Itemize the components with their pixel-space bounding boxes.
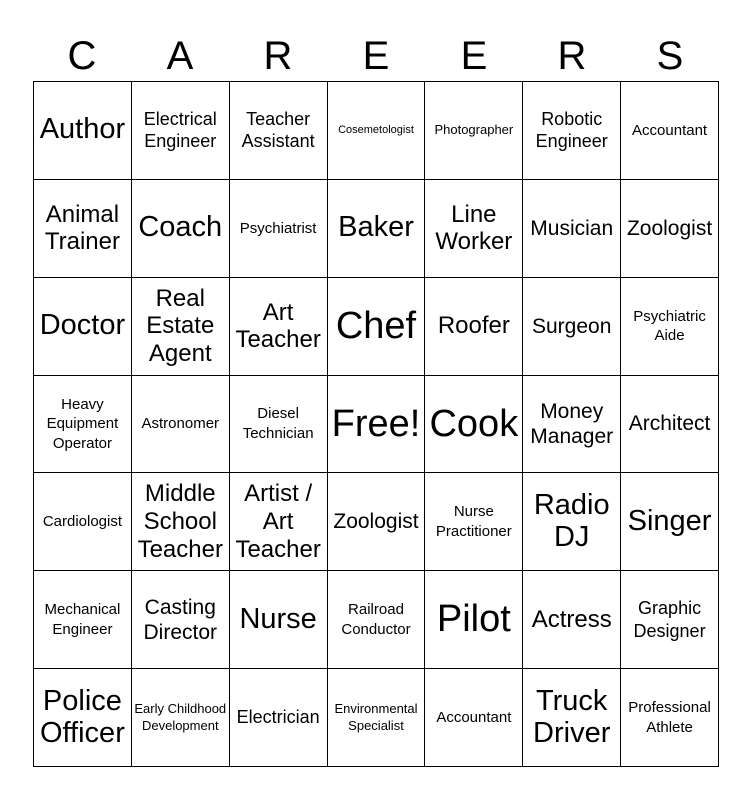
cell-label: Author [39, 113, 126, 146]
cell-label: Architect [628, 412, 711, 436]
bingo-cell[interactable] [621, 571, 719, 669]
free-space[interactable] [328, 376, 426, 474]
bingo-header [33, 30, 719, 82]
cell-label: Nurse [239, 602, 317, 635]
bingo-cell[interactable] [425, 180, 523, 278]
cell-label: Nurse Practitioner [435, 503, 512, 540]
bingo-cell[interactable] [230, 180, 328, 278]
bingo-cell[interactable] [230, 571, 328, 669]
bingo-cell[interactable] [621, 376, 719, 474]
cell-label: Real Estate Agent [146, 284, 215, 367]
cell-label: Railroad Conductor [341, 601, 411, 638]
bingo-cell[interactable] [425, 278, 523, 376]
cell-label: Art Teacher [235, 298, 321, 354]
cell-label: Cosemetologist [338, 123, 414, 136]
cell-label: Line Worker [435, 200, 513, 256]
header-letter-s: S [656, 34, 684, 78]
cell-label: Teacher Assistant [241, 108, 315, 152]
bingo-cell[interactable] [523, 82, 621, 180]
bingo-cell[interactable] [328, 82, 426, 180]
bingo-cell[interactable] [230, 669, 328, 767]
bingo-cell[interactable] [621, 278, 719, 376]
cell-label: Pilot [436, 598, 511, 641]
bingo-cell[interactable] [34, 669, 132, 767]
cell-label: Coach [138, 211, 223, 244]
bingo-cell[interactable] [230, 376, 328, 474]
bingo-cell[interactable] [34, 473, 132, 571]
cell-label: Surgeon [532, 314, 612, 338]
bingo-cell[interactable] [621, 669, 719, 767]
bingo-cell[interactable] [523, 278, 621, 376]
header-letter-a: A [166, 34, 194, 78]
cell-label: Baker [338, 211, 414, 244]
bingo-cell[interactable] [230, 473, 328, 571]
bingo-cell[interactable] [328, 180, 426, 278]
cell-label: Psychiatrist [239, 219, 317, 237]
bingo-cell[interactable] [230, 82, 328, 180]
bingo-cell[interactable] [523, 571, 621, 669]
bingo-cell[interactable] [328, 278, 426, 376]
cell-label: Diesel Technician [242, 405, 314, 442]
bingo-board [33, 81, 719, 767]
cell-label: Psychiatric Aide [633, 307, 706, 345]
cell-label: Chef [335, 304, 417, 347]
cell-label: Middle School Teacher [137, 480, 223, 563]
cell-label: Money Manager [530, 399, 614, 448]
bingo-cell[interactable] [132, 82, 230, 180]
cell-label: Graphic Designer [633, 598, 706, 641]
cell-label: Police Officer [39, 684, 125, 749]
bingo-cell[interactable] [34, 180, 132, 278]
cell-label: Roofer [437, 312, 510, 340]
bingo-cell[interactable] [132, 571, 230, 669]
bingo-cell[interactable] [425, 571, 523, 669]
header-letter-r: R [557, 34, 587, 78]
cell-label: Singer [627, 504, 712, 537]
bingo-cell[interactable] [621, 82, 719, 180]
cell-label: Environmental Specialist [334, 700, 418, 733]
bingo-cell[interactable] [425, 473, 523, 571]
cell-label: Photographer [434, 121, 514, 137]
cell-label: Zoologist [333, 510, 419, 534]
cell-label: Casting Director [143, 595, 218, 644]
cell-label: Electrical Engineer [143, 108, 217, 152]
bingo-cell[interactable] [132, 180, 230, 278]
cell-label: Musician [530, 216, 614, 240]
bingo-cell[interactable] [34, 571, 132, 669]
cell-label: Heavy Equipment Operator [46, 395, 119, 452]
cell-label: Professional Athlete [628, 699, 711, 736]
bingo-cell[interactable] [34, 278, 132, 376]
bingo-cell[interactable] [523, 376, 621, 474]
cell-label: Cardiologist [42, 513, 123, 531]
bingo-cell[interactable] [132, 669, 230, 767]
bingo-cell[interactable] [230, 278, 328, 376]
cell-label: Cook [429, 402, 519, 445]
cell-label: Accountant [436, 708, 512, 726]
cell-label: Electrician [236, 707, 320, 728]
header-letter-e: E [460, 34, 488, 78]
header-letter-r: R [263, 34, 293, 78]
cell-label: Doctor [39, 309, 126, 342]
bingo-cell[interactable] [523, 180, 621, 278]
bingo-cell[interactable] [132, 376, 230, 474]
header-letter-c: C [67, 34, 97, 78]
bingo-cell[interactable] [523, 669, 621, 767]
cell-label: Early Childhood Development [134, 700, 227, 733]
bingo-cell[interactable] [132, 473, 230, 571]
cell-label: Radio DJ [533, 488, 610, 553]
bingo-cell[interactable] [425, 82, 523, 180]
bingo-cell[interactable] [34, 376, 132, 474]
free-space-label: Free! [331, 402, 421, 445]
bingo-cell[interactable] [425, 669, 523, 767]
cell-label: Robotic Engineer [535, 108, 608, 152]
bingo-cell[interactable] [328, 571, 426, 669]
cell-label: Mechanical Engineer [44, 601, 121, 638]
bingo-cell[interactable] [328, 473, 426, 571]
cell-label: Astronomer [141, 415, 220, 433]
bingo-cell[interactable] [523, 473, 621, 571]
cell-label: Accountant [632, 121, 708, 139]
cell-label: Actress [531, 605, 612, 633]
bingo-cell[interactable] [34, 82, 132, 180]
cell-label: Truck Driver [533, 684, 611, 749]
cell-label: Artist / Art Teacher [235, 480, 321, 563]
bingo-cell[interactable] [621, 473, 719, 571]
bingo-cell[interactable] [328, 669, 426, 767]
bingo-cell[interactable] [425, 376, 523, 474]
cell-label: Zoologist [626, 216, 713, 240]
bingo-cell[interactable] [132, 278, 230, 376]
header-letter-e: E [362, 34, 390, 78]
cell-label: Animal Trainer [44, 200, 120, 256]
bingo-cell[interactable] [621, 180, 719, 278]
